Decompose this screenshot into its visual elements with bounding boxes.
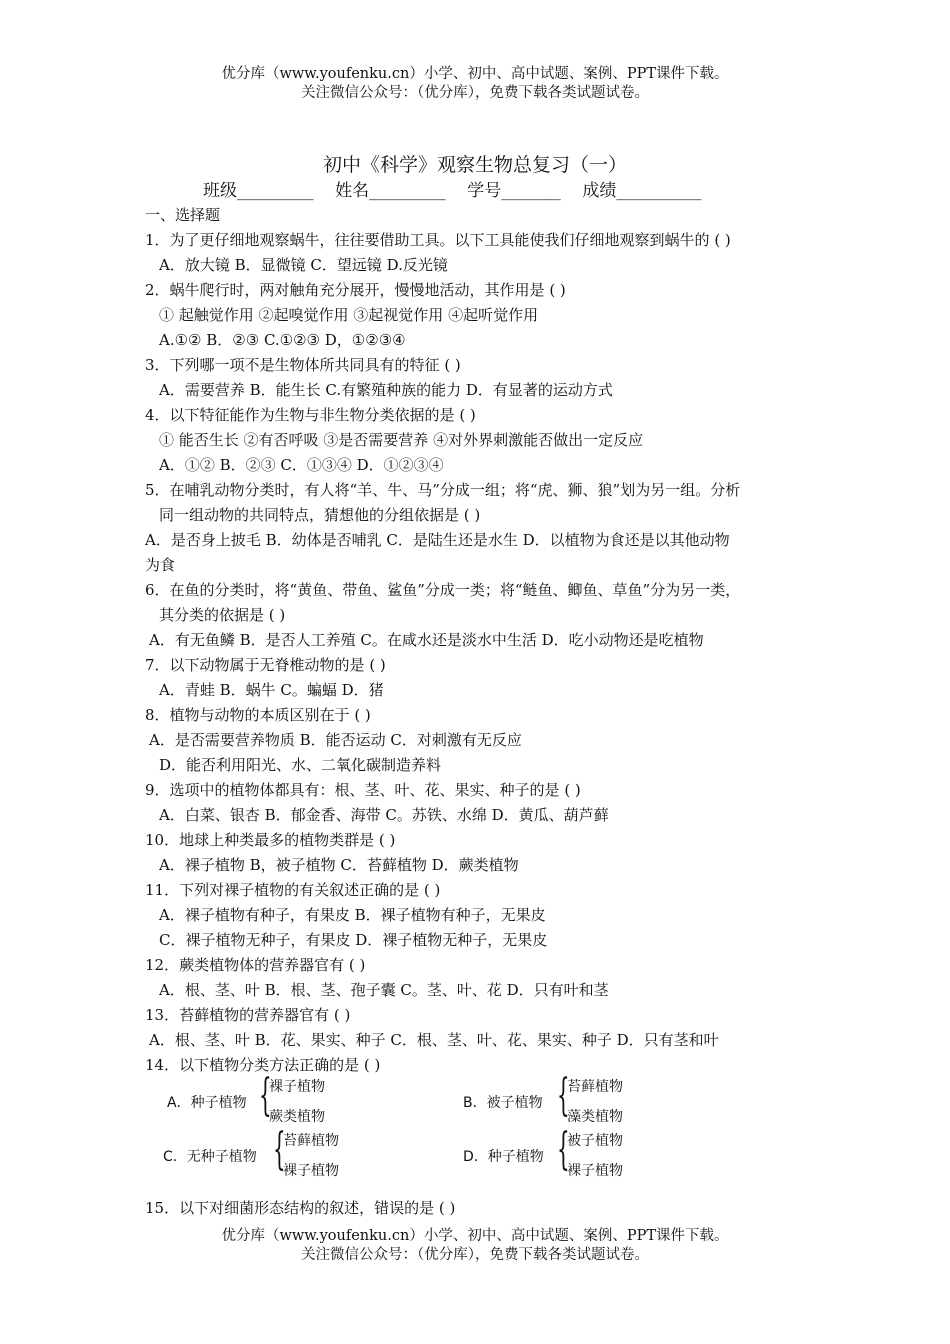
question-line: 6．在鱼的分类时，将“黄鱼、带鱼、鲨鱼”分成一类；将“鲢鱼、鲫鱼、草鱼”分为另一类， [145, 581, 741, 599]
question-body [145, 203, 815, 1221]
question-line: D．能否利用阳光、水、二氧化碳制造养料 [159, 756, 442, 774]
question-line: A．青蛙 B．蜗牛 C。蝙蝠 D．猪 [159, 681, 384, 699]
footer-line-2: 关注微信公众号：（优分库），免费下载各类试题试卷。 [301, 1247, 649, 1263]
question-line: 9．选项中的植物体都具有：根、茎、叶、花、果实、种子的是 ( ) [145, 781, 581, 799]
classification-diagram [145, 1070, 815, 1196]
question-line: A．放大镜 B．显微镜 C．望远镜 D.反光镜 [159, 256, 448, 274]
option-a-brace: { [259, 1070, 272, 1121]
question-line: ① 能否生长 ②有否呼吸 ③是否需要营养 ④对外界刺激能否做出一定反应 [159, 431, 644, 449]
question-line: 12．蕨类植物体的营养器官有 ( ) [145, 956, 366, 974]
option-b-top: 苔藓植物 [567, 1079, 623, 1095]
question-line: 8．植物与动物的本质区别在于 ( ) [145, 706, 371, 724]
question-line: A．有无鱼鳞 B．是否人工养殖 C。在咸水还是淡水中生活 D．吃小动物还是吃植物 [149, 631, 704, 649]
header-line-1: 优分库（www.youfenku.cn）小学、初中、高中试题、案例、PPT课件下载。 [221, 66, 729, 82]
question-lines [145, 228, 815, 1078]
student-info-line: 班级_________ 姓名_________ 学号_______ 成绩__________ [203, 181, 702, 201]
option-d-brace: { [557, 1124, 570, 1175]
question-line: A．根、茎、叶 B．根、茎、孢子囊 C。茎、叶、花 D．只有叶和茎 [159, 981, 609, 999]
question-line: A．裸子植物 B，被子植物 C．苔藓植物 D．蕨类植物 [159, 856, 519, 874]
option-c-top: 苔藓植物 [283, 1133, 339, 1149]
option-a-top: 裸子植物 [269, 1079, 325, 1095]
question-line: 3．下列哪一项不是生物体所共同具有的特征 ( ) [145, 356, 461, 374]
question-line: 5．在哺乳动物分类时，有人将“羊、牛、马”分成一组；将“虎、狮、狼”划为另一组。分析 [145, 481, 741, 499]
question-line: 7．以下动物属于无脊椎动物的是 ( ) [145, 656, 386, 674]
option-b-brace: { [557, 1070, 570, 1121]
question-line: 13．苔藓植物的营养器官有 ( ) [145, 1006, 351, 1024]
question-line: C．裸子植物无种子，有果皮 D．裸子植物无种子，无果皮 [159, 931, 548, 949]
question-line: ① 起触觉作用 ②起嗅觉作用 ③起视觉作用 ④起听觉作用 [159, 306, 539, 324]
option-b-label: B．被子植物 [463, 1095, 543, 1111]
question-line: 10．地球上种类最多的植物类群是 ( ) [145, 831, 396, 849]
question-line: 4．以下特征能作为生物与非生物分类依据的是 ( ) [145, 406, 476, 424]
option-d-top: 被子植物 [567, 1133, 623, 1149]
footer-line-1: 优分库（www.youfenku.cn）小学、初中、高中试题、案例、PPT课件下载。 [221, 1228, 729, 1244]
option-c-label: C．无种子植物 [163, 1149, 257, 1165]
option-a-label: A．种子植物 [167, 1095, 247, 1111]
page-title: 初中《科学》观察生物总复习（一） [322, 154, 627, 176]
question-line: A．是否身上披毛 B．幼体是否哺乳 C．是陆生还是水生 D．以植物为食还是以其他动物 [145, 531, 730, 549]
question-line: 其分类的依据是 ( ) [159, 606, 286, 624]
question-line: A．是否需要营养物质 B．能否运动 C．对刺激有无反应 [149, 731, 522, 749]
footer-bottom [0, 1227, 950, 1265]
question-line: 1．为了更仔细地观察蜗牛，往往要借助工具。以下工具能使我们仔细地观察到蜗牛的 ( ) [145, 231, 731, 249]
question-line: A.①② B．②③ C.①②③ D，①②③④ [159, 331, 406, 349]
option-c-bottom: 裸子植物 [283, 1163, 339, 1179]
question-line: 11．下列对裸子植物的有关叙述正确的是 ( ) [145, 881, 441, 899]
question-line: A．①② B．②③ C．①③④ D．①②③④ [159, 456, 444, 474]
question-line: A．裸子植物有种子，有果皮 B．裸子植物有种子，无果皮 [159, 906, 546, 924]
question-line: A．根、茎、叶 B．花、果实、种子 C．根、茎、叶、花、果实、种子 D．只有茎和叶 [149, 1031, 719, 1049]
option-d-label: D．种子植物 [463, 1149, 544, 1165]
question-line: A．白菜、银杏 B．郁金香、海带 C。苏铁、水绵 D．黄瓜、葫芦藓 [159, 806, 609, 824]
option-b-bottom: 藻类植物 [567, 1109, 623, 1125]
question-line: 为食 [145, 556, 176, 574]
question-line: 2．蜗牛爬行时，两对触角充分展开，慢慢地活动，其作用是 ( ) [145, 281, 566, 299]
header-top [0, 65, 950, 103]
section-heading: 一、选择题 [145, 206, 221, 224]
question-line: 14．以下植物分类方法正确的是 ( ) [145, 1056, 381, 1074]
option-c-brace: { [273, 1124, 286, 1175]
question-line: 同一组动物的共同特点，猜想他的分组依据是 ( ) [159, 506, 481, 524]
option-a-bottom: 蕨类植物 [269, 1109, 325, 1125]
question-line: A．需要营养 B．能生长 C.有繁殖种族的能力 D．有显著的运动方式 [159, 381, 613, 399]
question-15: 15．以下对细菌形态结构的叙述，错误的是 ( ) [145, 1199, 456, 1217]
option-d-bottom: 裸子植物 [567, 1163, 623, 1179]
header-line-2: 关注微信公众号：（优分库），免费下载各类试题试卷。 [301, 85, 649, 101]
